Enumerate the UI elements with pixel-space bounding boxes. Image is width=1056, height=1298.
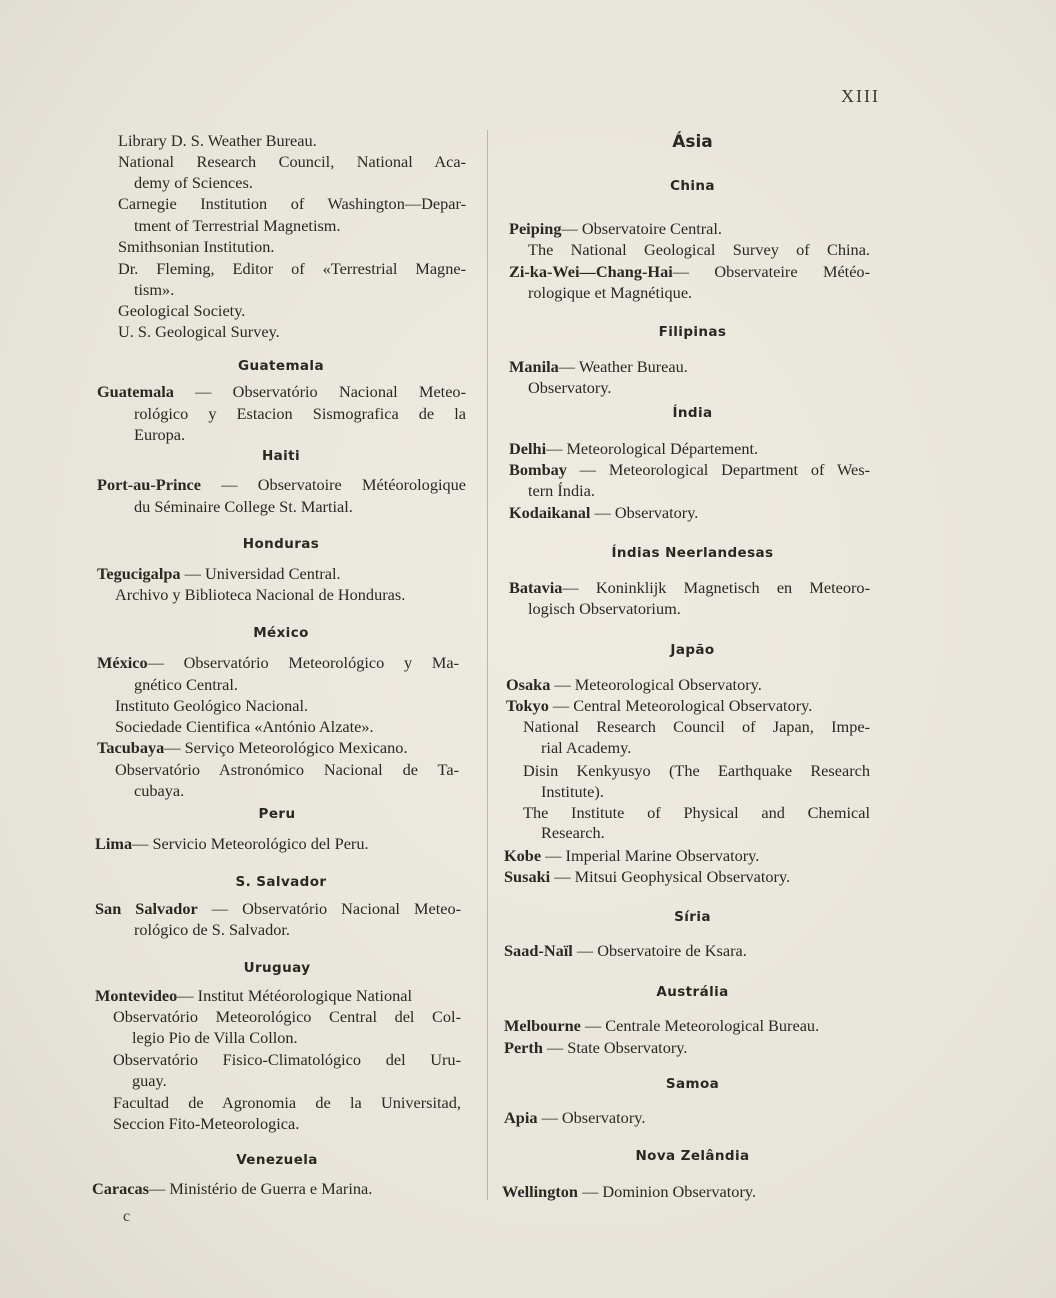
usa-line: tment of Terrestrial Magnetism. — [134, 216, 341, 235]
institution-city: Tokyo — [506, 696, 549, 715]
entry-salvador: San Salvador — Observatório Nacional Meteo- — [95, 899, 462, 918]
institution-city: Wellington — [502, 1182, 578, 1201]
institution-city: Manila — [509, 357, 559, 376]
institution-city: Kodaikanal — [509, 503, 591, 522]
entry-line: The National Geological Survey of China. — [528, 240, 870, 259]
page-number: XIII — [841, 86, 880, 106]
country-heading-indias-neerlandesas: Índias Neerlandesas — [611, 545, 774, 561]
institution-city: México — [97, 653, 148, 672]
section-heading-asia: Ásia — [672, 132, 713, 152]
institution-city: Tacubaya — [97, 738, 165, 757]
usa-line: Dr. Fleming, Editor of «Terrestrial Magne- — [118, 259, 466, 278]
entry-saad-nail: Saad-Naïl — Observatoire de Ksara. — [504, 941, 747, 960]
entry-line: Facultad de Agronomia de la Universitad, — [113, 1093, 461, 1112]
country-heading-nova-zelandia: Nova Zelândia — [635, 1148, 750, 1164]
entry-line: The Institute of Physical and Chemical — [523, 803, 870, 822]
country-heading-australia: Austrália — [656, 984, 729, 1000]
entry-line: rologique et Magnétique. — [528, 283, 693, 302]
entry-line: Observatory. — [528, 378, 612, 397]
entry-line: Observatório Fisico-Climatológico del Uru- — [113, 1050, 461, 1069]
entry-osaka: Osaka — Meteorological Observatory. — [506, 675, 762, 694]
entry-perth: Perth — State Observatory. — [504, 1038, 688, 1057]
institution-city: Perth — [504, 1038, 543, 1057]
entry-line: Seccion Fito-Meteorologica. — [113, 1114, 300, 1133]
institution-city: Tegucigalpa — [97, 564, 181, 583]
institution-city: Susaki — [504, 867, 551, 886]
institution-city: Port-au-Prince — [97, 475, 201, 494]
country-heading-salvador: S. Salvador — [235, 874, 327, 890]
institution-city: Delhi — [509, 439, 547, 458]
institution-city: Guatemala — [97, 382, 174, 401]
entry-line: rial Academy. — [541, 738, 632, 757]
country-heading-guatemala: Guatemala — [238, 358, 324, 374]
country-heading-venezuela: Venezuela — [236, 1152, 318, 1168]
column-divider — [487, 130, 488, 1200]
entry-line: tern Índia. — [528, 481, 595, 500]
entry-manila: Manila— Weather Bureau. — [509, 357, 688, 376]
entry-line: Disin Kenkyusyo (The Earthquake Research — [523, 761, 870, 780]
entry-line: Research. — [541, 823, 605, 842]
entry-line: Observatório Astronómico Nacional de Ta- — [115, 760, 459, 779]
usa-line: Smithsonian Institution. — [118, 237, 275, 256]
entry-wellington: Wellington — Dominion Observatory. — [502, 1182, 757, 1201]
institution-city: Montevideo — [95, 986, 178, 1005]
entry-apia: Apia — Observatory. — [504, 1108, 646, 1127]
entry-line: rológico de S. Salvador. — [134, 920, 291, 939]
entry-line: Sociedade Cientifica «António Alzate». — [115, 717, 374, 736]
institution-city: Batavia — [509, 578, 563, 597]
usa-line: tism». — [134, 280, 175, 299]
entry-kobe: Kobe — Imperial Marine Observatory. — [504, 846, 760, 865]
entry-peru: Lima— Servicio Meteorológico del Peru. — [95, 834, 369, 853]
institution-city: Caracas — [92, 1179, 149, 1198]
entry-line: guay. — [132, 1071, 167, 1090]
institution-city: Saad-Naïl — [504, 941, 573, 960]
usa-line: U. S. Geological Survey. — [118, 322, 280, 341]
entry-line: National Research Council of Japan, Impe- — [523, 717, 870, 736]
signature-mark: c — [123, 1208, 131, 1225]
institution-city: Bombay — [509, 460, 567, 479]
country-heading-mexico: México — [253, 625, 309, 641]
institution-city: Kobe — [504, 846, 542, 865]
usa-line: Carnegie Institution of Washington—Depar- — [118, 194, 466, 213]
country-heading-india: Índia — [672, 405, 713, 421]
entry-line: logisch Observatorium. — [528, 599, 681, 618]
usa-line: National Research Council, National Aca- — [118, 152, 466, 171]
country-heading-honduras: Honduras — [242, 536, 320, 552]
entry-tokyo: Tokyo — Central Meteorological Observatory. — [506, 696, 813, 715]
institution-city: Apia — [504, 1108, 538, 1127]
left-column — [0, 0, 486, 1298]
country-heading-samoa: Samoa — [665, 1076, 720, 1092]
entry-line: legio Pio de Villa Collon. — [132, 1028, 298, 1047]
entry-susaki: Susaki — Mitsui Geophysical Observatory. — [504, 867, 791, 886]
institution-city: Zi-ka-Wei—Chang-Hai — [509, 262, 673, 281]
entry-batavia: Batavia— Koninklijk Magnetisch en Meteoro- — [509, 578, 870, 597]
country-heading-peru: Peru — [258, 806, 296, 822]
entry-uruguay: Montevideo— Institut Météorologique National — [95, 986, 412, 1005]
entry-kodaikanal: Kodaikanal — Observatory. — [509, 503, 699, 522]
institution-city: Lima — [95, 834, 133, 853]
institution-city: Melbourne — [504, 1016, 581, 1035]
entry-bombay: Bombay — Meteorological Department of Wes- — [509, 460, 870, 479]
entry-mexico: México— Observatório Meteorológico y Ma- — [97, 653, 459, 672]
entry-line: Instituto Geológico Nacional. — [115, 696, 309, 715]
entry-zikawei: Zi-ka-Wei—Chang-Hai— Observateire Météo- — [509, 262, 870, 281]
entry-guatemala: Guatemala — Observatório Nacional Meteo- — [97, 382, 466, 401]
entry-honduras: Tegucigalpa — Universidad Central. — [97, 564, 341, 583]
entry-line: rológico y Estacion Sismografica de la — [134, 404, 466, 423]
country-heading-filipinas: Filipinas — [658, 324, 727, 340]
entry-peiping: Peiping— Observatoire Central. — [509, 219, 722, 238]
entry-melbourne: Melbourne — Centrale Meteorological Bureau. — [504, 1016, 820, 1035]
country-heading-haiti: Haiti — [261, 448, 301, 464]
country-heading-china: China — [670, 178, 715, 194]
entry-line: du Séminaire College St. Martial. — [134, 497, 353, 516]
entry-line: gnético Central. — [134, 675, 238, 694]
entry-haiti: Port-au-Prince — Observatoire Météorologique — [97, 475, 466, 494]
entry-line: Institute). — [541, 782, 604, 801]
country-heading-siria: Síria — [674, 909, 711, 925]
entry-delhi: Delhi— Meteorological Département. — [509, 439, 759, 458]
right-column — [490, 0, 910, 1298]
entry-line: cubaya. — [134, 781, 185, 800]
entry-tacubaya: Tacubaya— Serviço Meteorológico Mexicano. — [97, 738, 408, 757]
institution-city: Peiping — [509, 219, 562, 238]
institution-city: San Salvador — [95, 899, 198, 918]
country-heading-japao: Japão — [670, 642, 715, 658]
country-heading-uruguay: Uruguay — [243, 960, 311, 976]
entry-line: Archivo y Biblioteca Nacional de Honduras. — [115, 585, 406, 604]
usa-line: Library D. S. Weather Bureau. — [118, 131, 317, 150]
institution-city: Osaka — [506, 675, 551, 694]
entry-line: Observatório Meteorológico Central del Col- — [113, 1007, 461, 1026]
entry-venezuela: Caracas— Ministério de Guerra e Marina. — [92, 1179, 373, 1198]
usa-line: Geological Society. — [118, 301, 246, 320]
entry-line: Europa. — [134, 425, 186, 444]
usa-line: demy of Sciences. — [134, 173, 253, 192]
